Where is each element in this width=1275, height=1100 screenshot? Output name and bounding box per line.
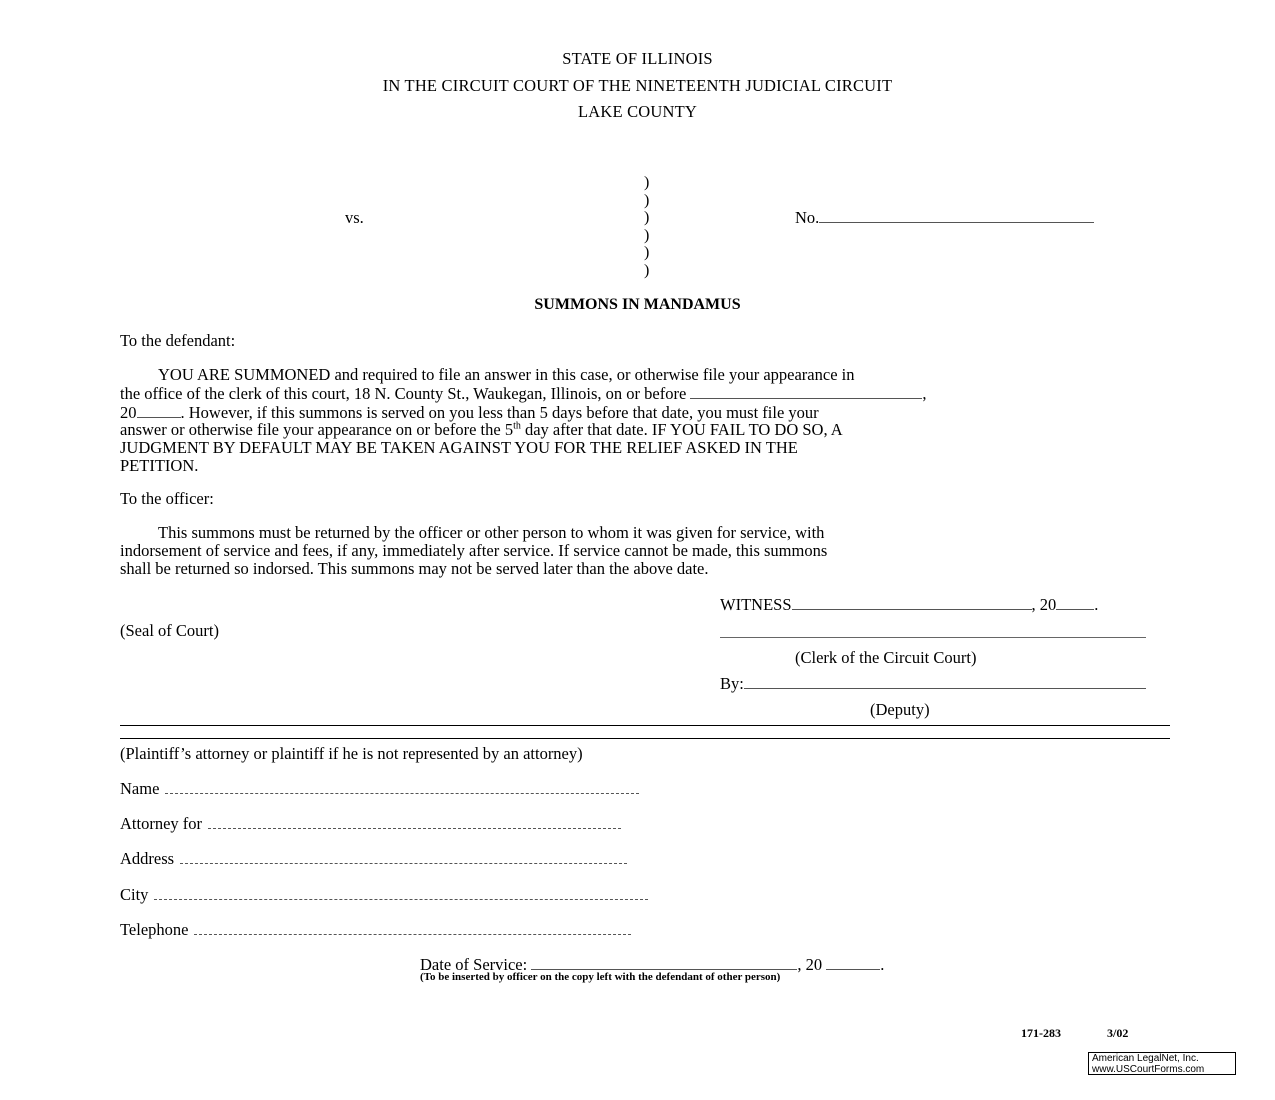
caption-paren: )	[644, 209, 650, 226]
case-number-label: No.	[795, 208, 820, 227]
publisher-stamp	[1088, 1052, 1236, 1075]
date-of-service-line[interactable]	[531, 955, 797, 970]
defendant-line: JUDGMENT BY DEFAULT MAY BE TAKEN AGAINST YOU FOR THE RELIEF ASKED IN THE	[120, 438, 798, 458]
attorney-for-field[interactable]	[120, 814, 621, 834]
caption-paren: )	[644, 174, 650, 191]
section-divider	[120, 738, 1170, 739]
witness-label: WITNESS	[720, 595, 792, 614]
deputy-field[interactable]	[720, 674, 1146, 694]
telephone-field[interactable]	[120, 920, 631, 940]
defendant-line: YOU ARE SUMMONED and required to file an answer in this case, or otherwise file your appearance in	[158, 365, 855, 384]
date-of-service-label: Date of Service:	[420, 955, 528, 974]
defendant-heading: To the defendant:	[120, 331, 236, 350]
city-line[interactable]	[154, 887, 648, 900]
defendant-line: PETITION.	[120, 455, 199, 475]
witness-year-line[interactable]	[1056, 595, 1094, 610]
service-year-line[interactable]	[826, 955, 880, 970]
publisher-name: American LegalNet, Inc.	[1092, 1053, 1199, 1064]
address-line[interactable]	[180, 851, 627, 864]
caption-paren: )	[644, 192, 650, 209]
seal-of-court: (Seal of Court)	[120, 621, 219, 640]
service-year-label: , 20	[797, 955, 823, 974]
clerk-label: (Clerk of the Circuit Court)	[795, 648, 977, 667]
telephone-label: Telephone	[120, 920, 189, 939]
officer-line: indorsement of service and fees, if any, immediately after service. If service cannot be made, this summons	[120, 540, 828, 560]
by-label: By:	[720, 674, 744, 693]
deputy-label: (Deputy)	[870, 700, 930, 719]
defendant-line: ,	[922, 383, 927, 403]
case-number-line[interactable]	[819, 208, 1094, 223]
deputy-signature-line[interactable]	[744, 674, 1146, 689]
city-label: City	[120, 885, 149, 904]
caption-paren: )	[644, 244, 650, 261]
defendant-paragraph	[120, 366, 1150, 475]
address-field[interactable]	[120, 849, 627, 869]
service-end: .	[880, 955, 885, 974]
telephone-line[interactable]	[194, 922, 631, 935]
court-heading: IN THE CIRCUIT COURT OF THE NINETEENTH JUDICIAL CIRCUIT	[382, 76, 893, 95]
caption-paren: )	[644, 262, 650, 279]
form-number: 171-283	[1021, 1026, 1061, 1040]
answer-date-line[interactable]	[690, 384, 922, 399]
publisher-website: www.USCourtForms.com	[1092, 1063, 1205, 1075]
officer-paragraph	[120, 524, 1150, 577]
defendant-line: . However, if this summons is served on you less than 5 days before that date, you must file your	[180, 402, 819, 422]
witness-end: .	[1094, 595, 1099, 614]
officer-line: shall be returned so indorsed. This summons may not be served later than the above date.	[120, 558, 709, 578]
attorney-heading: (Plaintiff’s attorney or plaintiff if he is not represented by an attorney)	[120, 744, 583, 763]
clerk-signature-line[interactable]	[720, 637, 1146, 638]
attorney-for-label: Attorney for	[120, 814, 203, 833]
name-line[interactable]	[165, 781, 639, 794]
defendant-line: answer or otherwise file your appearance on or before the 5	[120, 420, 514, 440]
state-heading: STATE OF ILLINOIS	[562, 49, 713, 68]
name-field[interactable]	[120, 779, 639, 799]
attorney-for-line[interactable]	[208, 816, 621, 829]
witness-field[interactable]	[720, 595, 1098, 615]
officer-line: This summons must be returned by the officer or other person to whom it was given for service, with	[158, 523, 825, 542]
city-field[interactable]	[120, 885, 648, 905]
officer-heading: To the officer:	[120, 489, 214, 508]
address-label: Address	[120, 849, 175, 868]
case-number-field[interactable]	[795, 208, 1094, 228]
defendant-line: the office of the clerk of this court, 18 N. County St., Waukegan, Illinois, on or before	[120, 383, 687, 403]
defendant-line: day after that date. IF YOU FAIL TO DO SO, A	[520, 420, 843, 440]
service-note: (To be inserted by officer on the copy left with the defendant of other person)	[420, 971, 781, 983]
year-prefix: 20	[120, 402, 137, 422]
ordinal-suffix: th	[513, 420, 521, 432]
versus-label: vs.	[345, 208, 364, 227]
section-divider	[120, 725, 1170, 726]
caption-paren: )	[644, 227, 650, 244]
witness-line[interactable]	[792, 595, 1032, 610]
answer-year-line[interactable]	[137, 403, 181, 418]
county-heading: LAKE COUNTY	[577, 102, 698, 121]
document-title: SUMMONS IN MANDAMUS	[534, 296, 741, 313]
witness-year-label: , 20	[1031, 595, 1057, 614]
name-label: Name	[120, 779, 160, 798]
form-date: 3/02	[1107, 1026, 1129, 1040]
